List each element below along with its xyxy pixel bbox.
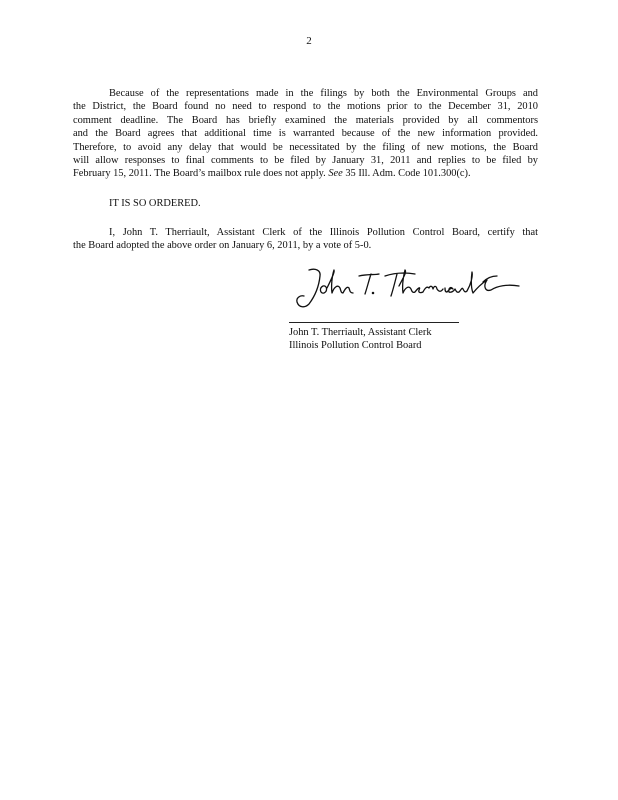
paragraph-line: and the Board agrees that additional time is warranted because of the new information provided. <box>73 128 538 140</box>
paragraph-line: Therefore, to avoid any delay that would be necessitated by the filing of new motions, the Board <box>73 141 538 153</box>
paragraph-extension-order <box>73 87 538 181</box>
paragraph-line: Because of the representations made in the filings by both the Environmental Groups and <box>109 88 538 99</box>
paragraph-line: comment deadline. The Board has briefly examined the materials provided by all commentors <box>73 114 538 126</box>
page-number: 2 <box>306 35 312 47</box>
signer-block <box>289 326 432 353</box>
paragraph-line: the Board adopted the above order on January 6, 2011, by a vote of 5-0. <box>73 240 372 252</box>
signer-organization: Illinois Pollution Control Board <box>289 340 422 352</box>
citation: 35 Ill. Adm. Code 101.300(c). <box>345 168 471 180</box>
order-statement: IT IS SO ORDERED. <box>109 198 201 209</box>
paragraph-line: the District, the Board found no need to respond to the motions prior to the December 31, 2010 <box>73 101 538 113</box>
signature-line <box>289 322 459 323</box>
paragraph-line: will allow responses to final comments to be filed by January 31, 2011 and replies to be filed by <box>73 155 538 167</box>
certification-paragraph <box>73 226 538 253</box>
signer-name: John T. Therriault, Assistant Clerk <box>289 327 432 338</box>
citation-signal: See <box>328 168 343 180</box>
paragraph-last-line <box>73 167 538 180</box>
paragraph-line: I, John T. Therriault, Assistant Clerk of the Illinois Pollution Control Board, certify that <box>109 227 538 238</box>
paragraph-text: February 15, 2011. The Board’s mailbox rule does not apply. <box>73 168 326 180</box>
handwritten-signature <box>287 262 527 312</box>
